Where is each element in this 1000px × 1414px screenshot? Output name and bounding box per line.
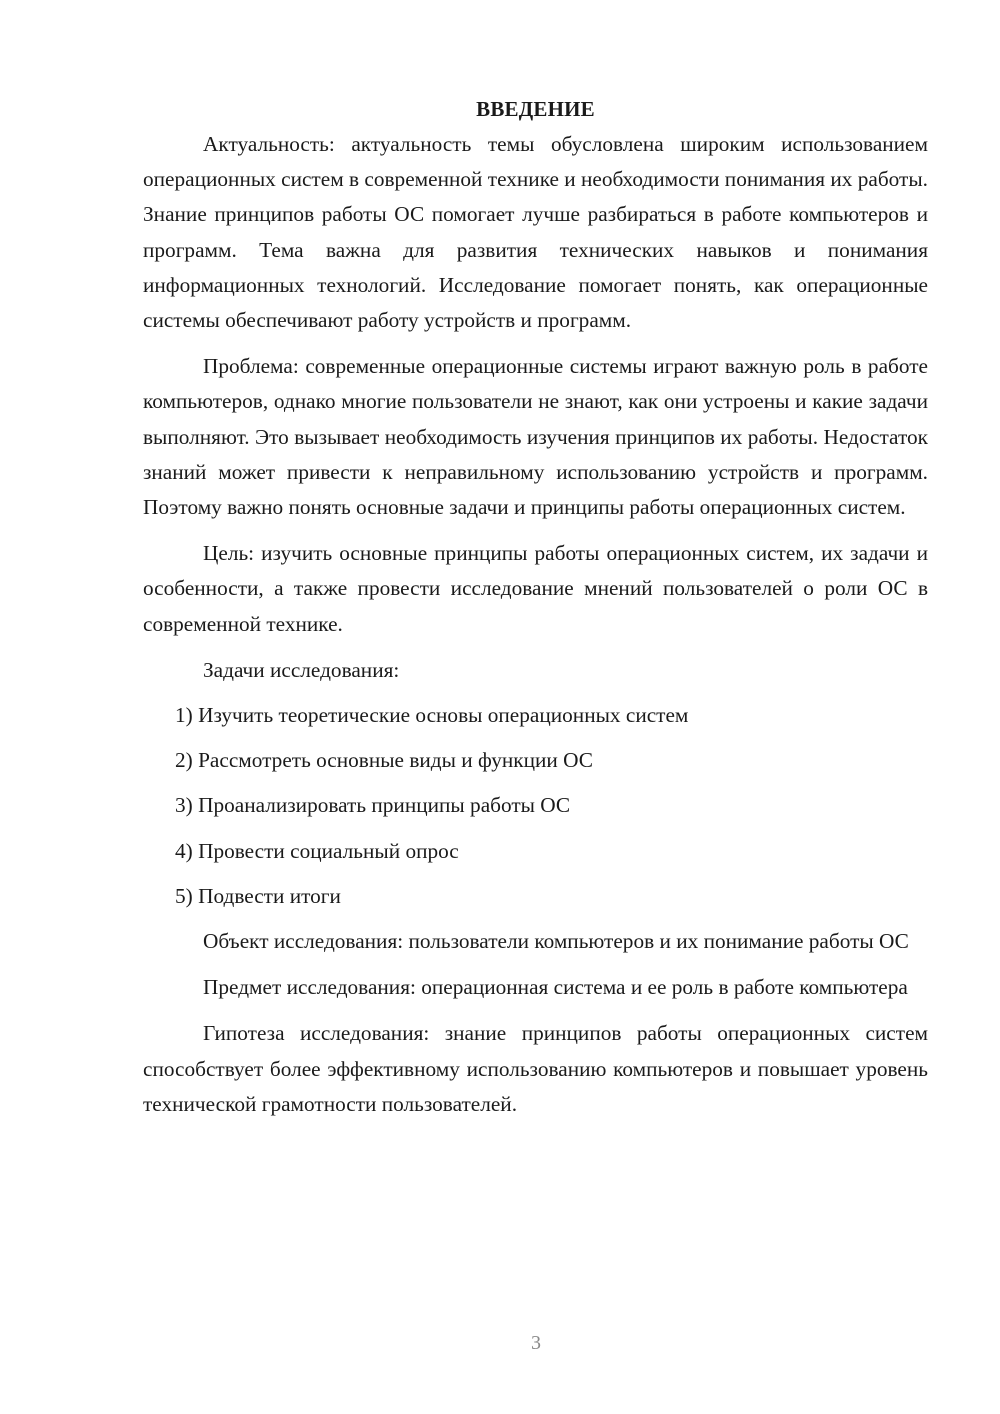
paragraph-subject: Предмет исследования: операционная система и ее роль в работе компьютера (203, 975, 908, 1000)
section-heading: ВВЕДЕНИЕ (476, 97, 595, 121)
paragraph-hypothesis: Гипотеза исследования: знание принципов работы операционных систем способствует более эффективному использованию компьютеров и повышает уровень технической грамотности пользователей. (143, 1021, 928, 1116)
tasks-title: Задачи исследования: (203, 657, 400, 682)
page-number: 3 (531, 1332, 541, 1354)
paragraph-problem: Проблема: современные операционные системы играют важную роль в работе компьютеров, однако многие пользователи не знают, как они устроены и какие задачи выполняют. Это вызывает необходимость изучения принципов их работы. Недостаток знаний может привести к неправильному использованию устройств и программ. Поэтому важно понять основные задачи и принципы работы операционных систем. (143, 354, 928, 520)
paragraph-relevance: Актуальность: актуальность темы обусловлена широким использованием операционных систем в современной технике и необходимости понимания их работы. Знание принципов работы ОС помогает лучше разбираться в работе компьютеров и программ. Тема важна для развития технических навыков и понимания информационных технологий. Исследование помогает понять, как операционные системы обеспечивают работу устройств и программ. (143, 132, 928, 333)
paragraph-object: Объект исследования: пользователи компьютеров и их понимание работы ОС (203, 929, 909, 954)
task-item: 5) Подвести итоги (175, 883, 341, 908)
paragraph-goal: Цель: изучить основные принципы работы операционных систем, их задачи и особенности, а также провести исследование мнений пользователей о роли ОС в современной технике. (143, 541, 928, 636)
task-item: 4) Провести социальный опрос (175, 838, 459, 863)
task-item: 2) Рассмотреть основные виды и функции ОС (175, 748, 594, 773)
task-item: 1) Изучить теоретические основы операционных систем (175, 703, 689, 728)
task-list (143, 698, 928, 914)
task-item: 3) Проанализировать принципы работы ОС (175, 793, 571, 818)
document-page (143, 92, 928, 1133)
